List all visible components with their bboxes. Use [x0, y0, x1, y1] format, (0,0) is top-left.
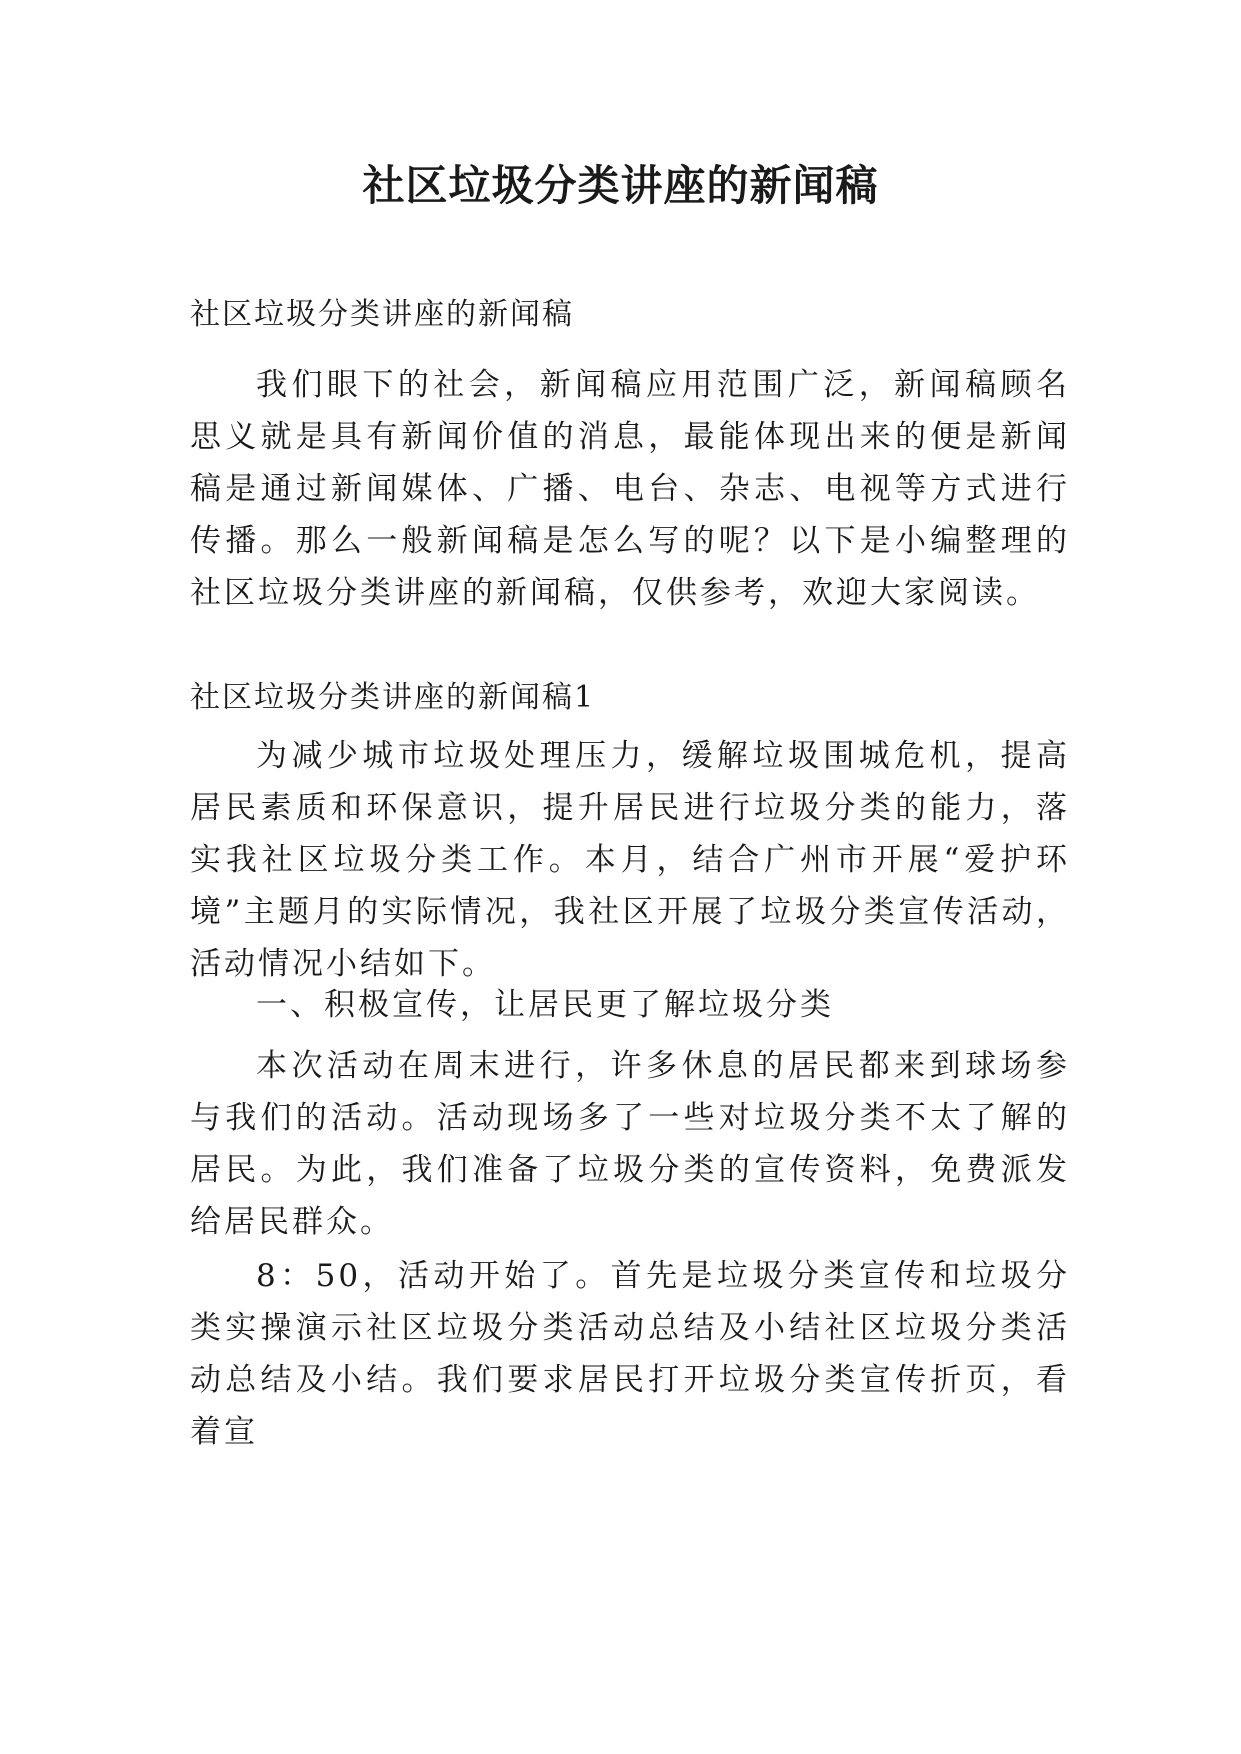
- section-paragraph: 8：50，活动开始了。首先是垃圾分类宣传和垃圾分类实操演示社区垃圾分类活动总结及小结社区垃圾分类活动总结及小结。我们要求居民打开垃圾分类宣传折页，看着宣: [190, 1258, 1070, 1450]
- document-title: 社区垃圾分类讲座的新闻稿: [362, 161, 879, 210]
- intro-paragraph: 我们眼下的社会，新闻稿应用范围广泛，新闻稿顾名思义就是具有新闻价值的消息，最能体现出来的便是新闻稿是通过新闻媒体、广播、电台、杂志、电视等方式进行传播。那么一般新闻稿是怎么写的呢？以下是小编整理的社区垃圾分类讲座的新闻稿，仅供参考，欢迎大家阅读。: [190, 367, 1070, 611]
- section-subheading: 一、积极宣传，让居民更了解垃圾分类: [256, 987, 834, 1023]
- section-paragraph: 本次活动在周末进行，许多休息的居民都来到球场参与我们的活动。活动现场多了一些对垃圾分类不太了解的居民。为此，我们准备了垃圾分类的宣传资料，免费派发给居民群众。: [190, 1048, 1070, 1240]
- section-heading: 社区垃圾分类讲座的新闻稿1: [190, 680, 596, 715]
- document-subtitle: 社区垃圾分类讲座的新闻稿: [190, 297, 574, 332]
- section-paragraph: 为减少城市垃圾处理压力，缓解垃圾围城危机，提高居民素质和环保意识，提升居民进行垃圾分类的能力，落实我社区垃圾分类工作。本月，结合广州市开展“爱护环境”主题月的实际情况，我社区开展了垃圾分类宣传活动，活动情况小结如下。: [190, 738, 1070, 982]
